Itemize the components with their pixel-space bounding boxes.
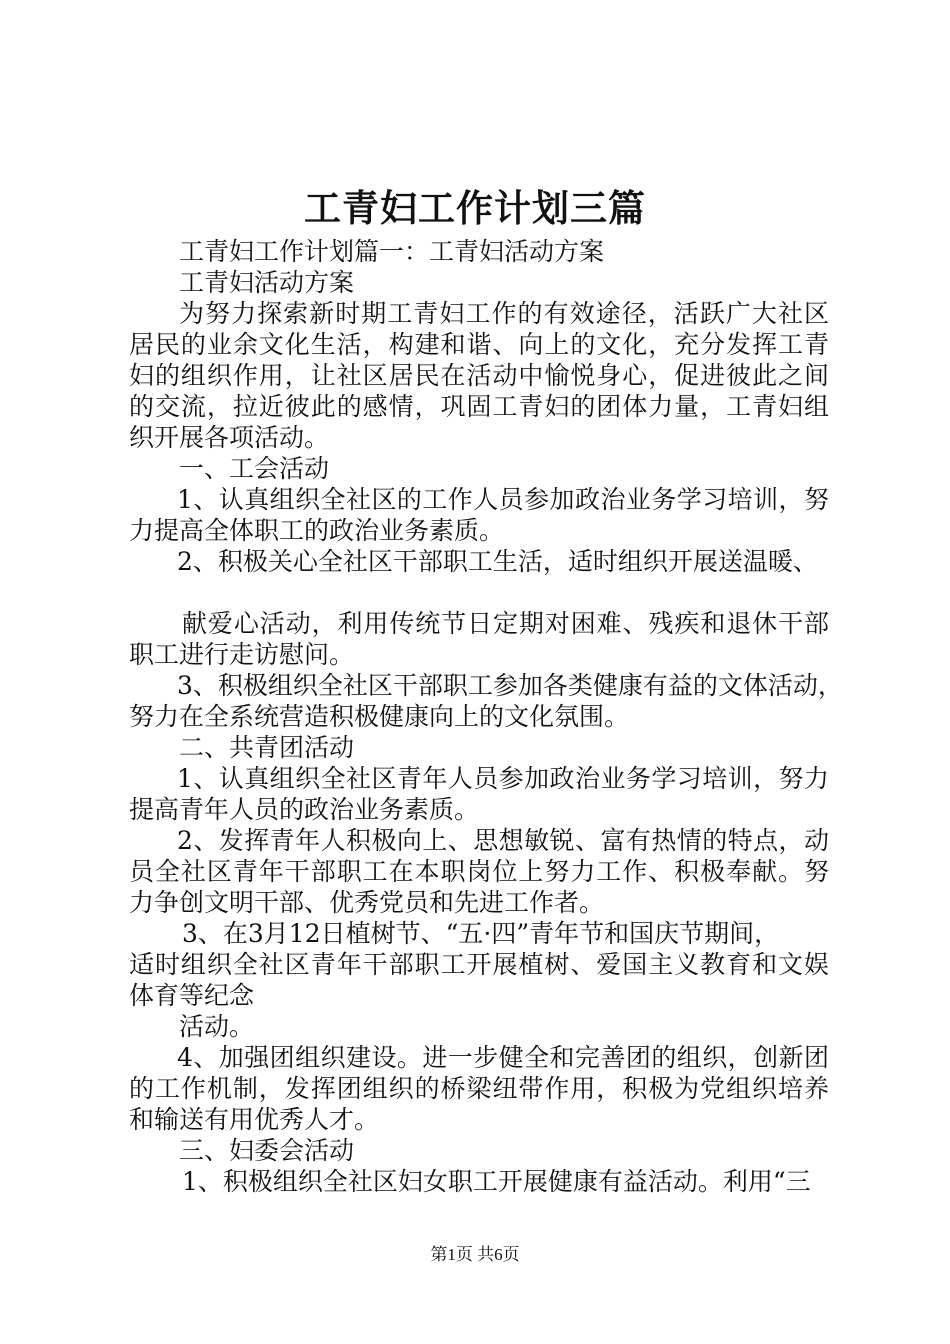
- document-body: [129, 236, 843, 1197]
- paragraph-line: 员全社区青年干部职工在本职岗位上努力工作、积极奉献。努: [129, 857, 829, 886]
- paragraph-line: 4、加强团组织建设。进一步健全和完善团的组织，创新团: [177, 1043, 829, 1072]
- paragraph-line: 织开展各项活动。: [129, 423, 330, 452]
- paragraph-line: 活动。: [179, 1012, 255, 1041]
- section-heading: 三、妇委会活动: [179, 1136, 355, 1165]
- paragraph-line: 和输送有用优秀人才。: [129, 1105, 380, 1134]
- blank-gap: [129, 577, 829, 608]
- section-heading: 工青妇工作计划篇一：工青妇活动方案: [179, 237, 605, 266]
- paragraph-line: 为努力探索新时期工青妇工作的有效途径，活跃广大社区: [179, 299, 829, 328]
- paragraph-line: 的交流，拉近彼此的感情，巩固工青妇的团体力量，工青妇组: [129, 392, 829, 421]
- paragraph-line: 努力在全系统营造积极健康向上的文化氛围。: [129, 702, 630, 731]
- paragraph-line: 献爱心活动，利用传统节日定期对困难、残疾和退休干部: [182, 609, 829, 638]
- paragraph-line: 职工进行走访慰问。: [129, 640, 355, 669]
- paragraph-line: 2、积极关心全社区干部职工生活，适时组织开展送温暖、: [177, 547, 818, 576]
- section-heading: 二、共青团活动: [179, 733, 355, 762]
- section-heading: 一、工会活动: [179, 454, 330, 483]
- paragraph-line: 力提高全体职工的政治业务素质。: [129, 516, 505, 545]
- paragraph-line: 妇的组织作用，让社区居民在活动中愉悦身心，促进彼此之间: [129, 361, 829, 390]
- paragraph-line: 1、认真组织全社区的工作人员参加政治业务学习培训，努: [177, 485, 829, 514]
- subheading: 工青妇活动方案: [179, 268, 355, 297]
- document-title: 工青妇工作计划三篇: [304, 186, 646, 230]
- paragraph-line: 居民的业余文化生活，构建和谐、向上的文化，充分发挥工青: [129, 330, 829, 359]
- paragraph-line: 提高青年人员的政治业务素质。: [129, 795, 480, 824]
- paragraph-line: 体育等纪念: [129, 981, 255, 1010]
- page-number-footer: 第1页 共6页: [430, 1245, 520, 1264]
- paragraph-line: 2、发挥青年人积极向上、思想敏锐、富有热情的特点，动: [177, 826, 829, 855]
- paragraph-line: 1、积极组织全社区妇女职工开展健康有益活动。利用“三: [182, 1167, 811, 1196]
- paragraph-line: 1、认真组织全社区青年人员参加政治业务学习培训，努力: [177, 764, 829, 793]
- paragraph-line: 3、积极组织全社区干部职工参加各类健康有益的文体活动，: [177, 671, 843, 700]
- paragraph-line: 3、在3月12日植树节、“五·四”青年节和国庆节期间，: [182, 919, 780, 948]
- paragraph-line: 力争创文明干部、优秀党员和先进工作者。: [129, 888, 605, 917]
- paragraph-line: 适时组织全社区青年干部职工开展植树、爱国主义教育和文娱: [129, 950, 829, 979]
- paragraph-line: 的工作机制，发挥团组织的桥梁纽带作用，积极为党组织培养: [129, 1074, 829, 1103]
